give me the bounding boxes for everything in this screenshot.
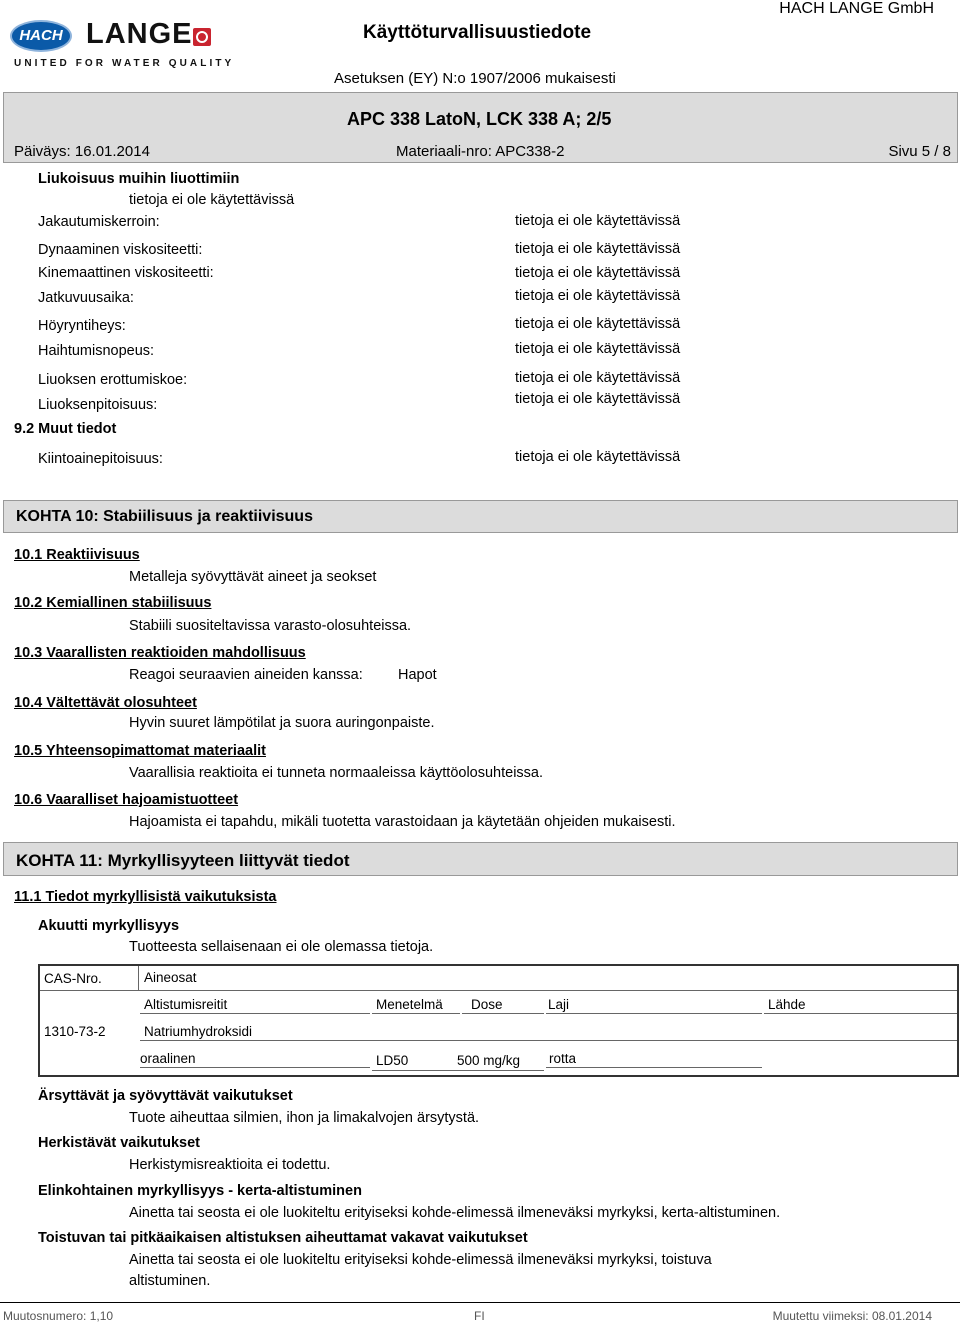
table-header-method: Menetelmä — [376, 997, 443, 1012]
solids-label: Kiintoainepitoisuus: — [38, 451, 163, 467]
property-value: tietoja ei ole käytettävissä — [515, 370, 681, 386]
table-cell-substance: Natriumhydroksidi — [144, 1024, 253, 1039]
acute-toxicity-text: Tuotteesta sellaisenaan ei ole olemassa tietoja. — [129, 939, 434, 955]
section-10-5-heading: 10.5 Yhteensopimattomat materiaalit — [14, 743, 266, 759]
table-cell-dose: 500 mg/kg — [457, 1053, 521, 1068]
section-10-2-text: Stabiili suositeltavissa varasto-olosuhteissa. — [129, 618, 412, 634]
language-code: FI — [474, 1309, 485, 1323]
solubility-label: Liukoisuus muihin liuottimiin — [38, 171, 240, 187]
property-label: Höyryntiheys: — [38, 318, 126, 334]
property-label: Kinemaattinen viskositeetti: — [38, 265, 214, 281]
table-cell-species: rotta — [549, 1051, 577, 1066]
section-11-title: KOHTA 11: Myrkyllisyyteen liittyvät tiedot — [16, 851, 350, 870]
section-10-title: KOHTA 10: Stabiilisuus ja reaktiivisuus — [16, 508, 313, 525]
section-10-4-text: Hyvin suuret lämpötilat ja suora auringonpaiste. — [129, 715, 435, 731]
logo-tagline: UNITED FOR WATER QUALITY — [14, 58, 235, 69]
product-name: APC 338 LatoN, LCK 338 A; 2/5 — [347, 109, 612, 129]
table-header-source: Lähde — [768, 997, 806, 1012]
acute-toxicity-label: Akuutti myrkyllisyys — [38, 918, 180, 934]
table-header-substance: Aineosat — [144, 970, 197, 985]
section-10-3-text: Reagoi seuraavien aineiden kanssa: — [129, 667, 363, 683]
property-value: tietoja ei ole käytettävissä — [515, 316, 681, 332]
toxicity-table — [38, 964, 959, 1077]
property-value: tietoja ei ole käytettävissä — [515, 213, 681, 229]
document-title: Käyttöturvallisuustiedote — [363, 22, 592, 43]
table-header-cas: CAS-Nro. — [44, 971, 102, 986]
section-10-3-extra: Hapot — [398, 667, 437, 683]
hach-logo: HACH — [10, 20, 72, 52]
irritation-label: Ärsyttävät ja syövyttävät vaikutukset — [38, 1088, 293, 1104]
property-label: Jatkuvuusaika: — [38, 290, 134, 306]
stot-repeated-label: Toistuvan tai pitkäaikaisen altistuksen aiheuttamat vakavat vaikutukset — [38, 1230, 528, 1246]
section-10-5-text: Vaarallisia reaktioita ei tunneta normaaleissa käyttöolosuhteissa. — [129, 765, 544, 781]
section-11-1-heading: 11.1 Tiedot myrkyllisistä vaikutuksista — [14, 889, 277, 905]
revision-number: Muutosnumero: 1,10 — [3, 1309, 114, 1323]
footer-rule — [0, 1302, 960, 1303]
irritation-text: Tuote aiheuttaa silmien, ihon ja limakalvojen ärsytystä. — [129, 1110, 480, 1126]
sensitisation-label: Herkistävät vaikutukset — [38, 1135, 200, 1151]
property-value: tietoja ei ole käytettävissä — [515, 391, 681, 407]
property-value: tietoja ei ole käytettävissä — [515, 288, 681, 304]
stot-repeated-text-continued: altistuminen. — [129, 1273, 211, 1289]
section-10-6-heading: 10.6 Vaaralliset hajoamistuotteet — [14, 792, 239, 808]
table-header-dose: Dose — [471, 997, 503, 1012]
table-header-species: Laji — [548, 997, 570, 1012]
solubility-value: tietoja ei ole käytettävissä — [129, 192, 295, 208]
section-10-2-heading: 10.2 Kemiallinen stabiilisuus — [14, 595, 212, 611]
section-10-6-text: Hajoamista ei tapahdu, mikäli tuotetta varastoidaan ja käytetään ohjeiden mukaisesti. — [129, 814, 676, 830]
property-label: Jakautumiskerroin: — [38, 214, 160, 230]
company-name: HACH LANGE GmbH — [779, 0, 934, 17]
property-label: Liuoksen erottumiskoe: — [38, 372, 188, 388]
product-band — [3, 92, 958, 163]
stot-single-label: Elinkohtainen myrkyllisyys - kerta-altistuminen — [38, 1183, 362, 1199]
property-value: tietoja ei ole käytettävissä — [515, 341, 681, 357]
property-value: tietoja ei ole käytettävissä — [515, 265, 681, 281]
table-header-route: Altistumisreitit — [144, 997, 228, 1012]
section-10-1-heading: 10.1 Reaktiivisuus — [14, 547, 140, 563]
document-date: Päiväys: 16.01.2014 — [14, 143, 150, 160]
page-number: Sivu 5 / 8 — [888, 143, 951, 160]
property-label: Liuoksenpitoisuus: — [38, 397, 158, 413]
table-cell-route: oraalinen — [140, 1051, 196, 1066]
section-10-band — [3, 500, 958, 533]
stot-repeated-text: Ainetta tai seosta ei ole luokiteltu erityiseksi kohde-elimessä ilmeneväksi myrkyksi, toistuva — [129, 1252, 712, 1268]
lange-logo-text: LANGE — [86, 18, 193, 50]
section-11-band — [3, 842, 958, 876]
section-10-3-heading: 10.3 Vaarallisten reaktioiden mahdollisuus — [14, 645, 306, 661]
last-modified: Muutettu viimeksi: 08.01.2014 — [772, 1309, 932, 1323]
property-value: tietoja ei ole käytettävissä — [515, 241, 681, 257]
section-10-4-heading: 10.4 Vältettävät olosuhteet — [14, 695, 197, 711]
property-label: Dynaaminen viskositeetti: — [38, 242, 203, 258]
table-cell-cas: 1310-73-2 — [44, 1024, 106, 1039]
solids-value: tietoja ei ole käytettävissä — [515, 449, 681, 465]
stot-single-text: Ainetta tai seosta ei ole luokiteltu erityiseksi kohde-elimessä ilmeneväksi myrkyksi, kerta-altistuminen. — [129, 1205, 781, 1221]
regulation-text: Asetuksen (EY) N:o 1907/2006 mukaisesti — [334, 70, 616, 87]
section-10-1-text: Metalleja syövyttävät aineet ja seokset — [129, 569, 377, 585]
material-number: Materiaali-nro: APC338-2 — [396, 143, 565, 160]
sensitisation-text: Herkistymisreaktioita ei todettu. — [129, 1157, 331, 1173]
property-label: Haihtumisnopeus: — [38, 343, 155, 359]
table-cell-method: LD50 — [376, 1053, 409, 1068]
registered-mark-icon — [193, 28, 211, 46]
section-9-2-heading: 9.2 Muut tiedot — [14, 421, 117, 437]
